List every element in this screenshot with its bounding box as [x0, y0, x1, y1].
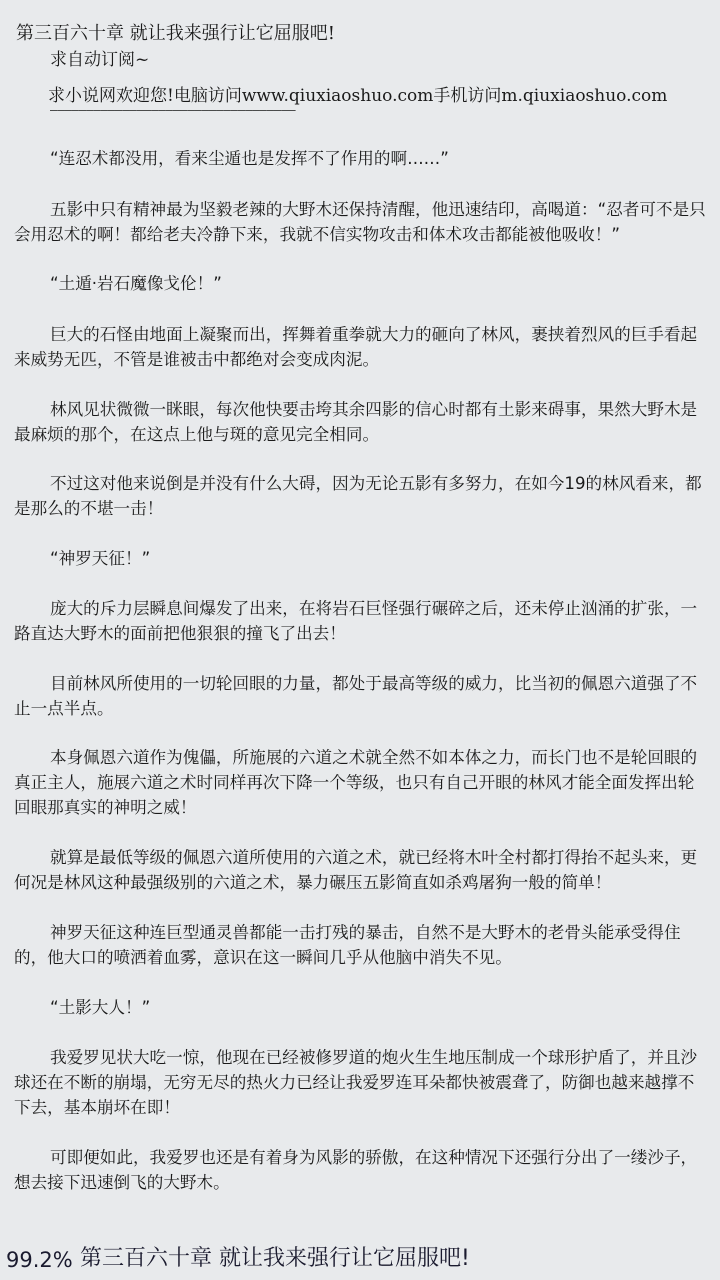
divider: ——————————————————————————————————: [50, 103, 296, 117]
paragraph: “土遁·岩石魔像戈伦！”: [50, 274, 222, 293]
paragraph: “连忍术都没用，看来尘遁也是发挥不了作用的啊……”: [50, 149, 449, 168]
paragraph: “土影大人！”: [50, 998, 151, 1017]
paragraph: “神罗天征！”: [50, 549, 151, 568]
paragraph: 神罗天征这种连巨型通灵兽都能一击打残的暴击，自然不是大野木的老骨头能承受得住的，他大口的喷洒着血雾，意识在这一瞬间几乎从他脑中消失不见。: [14, 923, 681, 967]
paragraph: 巨大的石怪由地面上凝聚而出，挥舞着重拳就大力的砸向了林风，裹挟着烈风的巨手看起来威势无匹，不管是谁被击中都绝对会变成肉泥。: [14, 325, 698, 369]
paragraph: 本身佩恩六道作为傀儡，所施展的六道之术就全然不如本体之力，而长门也不是轮回眼的真正主人，施展六道之术时同样再次下降一个等级，也只有自己开眼的林风才能全面发挥出轮回眼那真实的神明之威！: [14, 748, 698, 817]
site-notice: 求小说网欢迎您!电脑访问www.qiuxiaoshuo.com手机访问m.qiuxiaoshuo.com: [48, 86, 668, 106]
subscribe-prompt: 求自动订阅~: [50, 50, 150, 70]
reading-status-bar: [0, 1240, 720, 1280]
reading-progress: 99.2%: [6, 1248, 73, 1272]
paragraph: 五影中只有精神最为坚毅老辣的大野木还保持清醒，他迅速结印，高喝道：“忍者可不是只会用忍术的啊！都给老夫冷静下来，我就不信实物攻击和体术攻击都能被他吸收！”: [14, 200, 706, 244]
status-chapter-title: 第三百六十章 就让我来强行让它屈服吧!: [80, 1246, 470, 1271]
paragraph: 目前林风所使用的一切轮回眼的力量，都处于最高等级的威力，比当初的佩恩六道强了不止一点半点。: [14, 674, 698, 718]
paragraph: 不过这对他来说倒是并没有什么大碍，因为无论五影有多努力，在如今19的林风看来，都是那么的不堪一击！: [14, 474, 702, 518]
paragraph: 林风见状微微一眯眼，每次他快要击垮其余四影的信心时都有土影来碍事，果然大野木是最麻烦的那个，在这点上他与斑的意见完全相同。: [14, 400, 698, 444]
paragraph: 庞大的斥力层瞬息间爆发了出来，在将岩石巨怪强行碾碎之后，还未停止汹涌的扩张，一路直达大野木的面前把他狠狠的撞飞了出去！: [14, 599, 698, 643]
paragraph: 我爱罗见状大吃一惊，他现在已经被修罗道的炮火生生地压制成一个球形护盾了，并且沙球还在不断的崩塌，无穷无尽的热火力已经让我爱罗连耳朵都快被震聋了，防御也越来越撑不下去，基本崩坏在即！: [14, 1048, 698, 1117]
paragraph: 可即便如此，我爱罗也还是有着身为风影的骄傲，在这种情况下还强行分出了一缕沙子，想去接下迅速倒飞的大野木。: [14, 1148, 698, 1192]
chapter-heading: 第三百六十章 就让我来强行让它屈服吧!: [16, 23, 335, 44]
paragraph: 就算是最低等级的佩恩六道所使用的六道之术，就已经将木叶全村都打得抬不起头来，更何况是林风这种最强级别的六道之术，暴力碾压五影简直如杀鸡屠狗一般的简单！: [14, 848, 698, 892]
